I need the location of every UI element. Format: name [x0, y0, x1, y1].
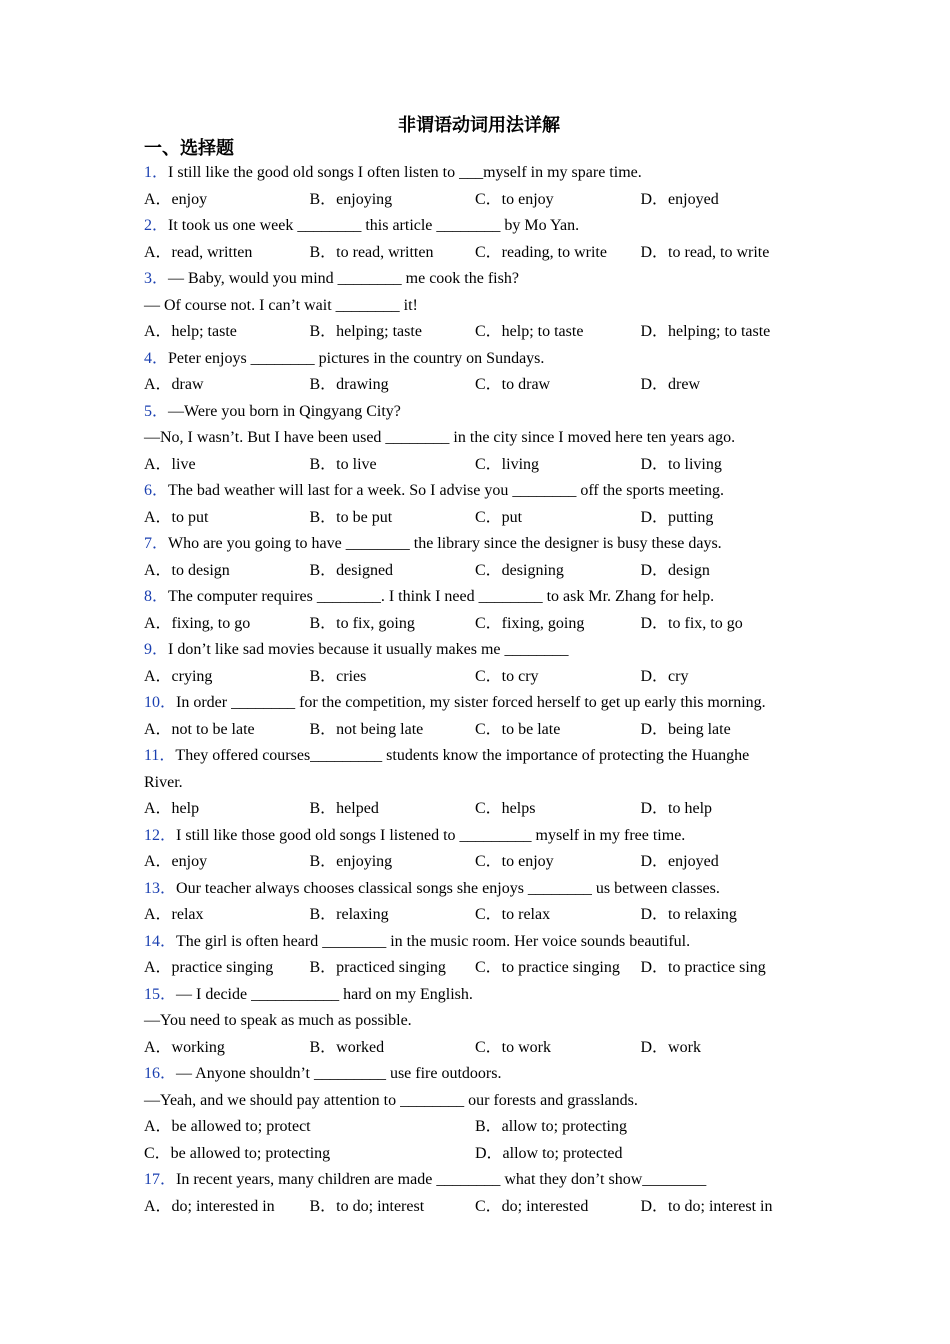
answer-option[interactable]: A．help; taste	[144, 323, 237, 340]
question-13	[144, 876, 814, 929]
answer-option[interactable]: B．helped	[309, 800, 379, 817]
question-number: 2．	[144, 217, 169, 234]
question-3	[144, 266, 814, 346]
question-number: 17．	[144, 1171, 177, 1188]
options-row	[144, 796, 814, 823]
answer-option[interactable]: A．draw	[144, 376, 204, 393]
answer-option[interactable]: C．to practice singing	[475, 959, 620, 976]
answer-option[interactable]: B．helping; taste	[309, 323, 422, 340]
question-number: 3．	[144, 270, 169, 287]
answer-option[interactable]: D．being late	[640, 720, 731, 738]
question-text: Our teacher always chooses classical songs she enjoys ________ us between classes.	[176, 879, 720, 897]
question-text: They offered courses_________ students know the importance of protecting the Huanghe	[175, 747, 750, 764]
question-number: 13．	[144, 879, 177, 897]
question-number: 7．	[144, 535, 169, 552]
question-15	[144, 982, 814, 1062]
question-number: 1．	[144, 164, 169, 181]
answer-option[interactable]: D．enjoyed	[640, 190, 719, 208]
question-11	[144, 743, 814, 823]
question-text: In order ________ for the competition, my sister forced herself to get up early this morning.	[176, 694, 766, 711]
question-text: Peter enjoys ________ pictures in the country on Sundays.	[168, 349, 545, 367]
answer-option[interactable]: B．cries	[309, 667, 367, 685]
question-number: 5．	[144, 402, 169, 420]
answer-option[interactable]: B．to read, written	[309, 243, 434, 261]
question-stem	[144, 876, 814, 903]
question-stem	[144, 982, 814, 1009]
question-17	[144, 1167, 814, 1220]
question-1	[144, 160, 814, 213]
question-text: Who are you going to have ________ the library since the designer is busy these days.	[168, 535, 722, 552]
answer-option[interactable]: D．to relaxing	[640, 906, 737, 923]
options-row	[144, 240, 814, 267]
question-number: 8．	[144, 588, 169, 605]
question-text: — Anyone shouldn’t _________ use fire outdoors.	[176, 1065, 502, 1082]
options-row	[144, 717, 814, 744]
answer-option[interactable]: D．to read, to write	[640, 243, 770, 261]
question-stem	[144, 1061, 814, 1088]
options-row	[144, 452, 814, 479]
answer-option[interactable]: C．fixing, going	[475, 614, 585, 632]
answer-option[interactable]: A．to put	[144, 508, 209, 526]
question-text: — Of course not. I can’t wait ________ it!	[144, 296, 418, 314]
question-7	[144, 531, 814, 584]
options-row	[144, 611, 814, 638]
question-stem	[144, 266, 814, 293]
section-heading: 一、选择题	[144, 138, 234, 159]
answer-option[interactable]: D．helping; to taste	[640, 323, 771, 340]
options-row	[144, 1194, 814, 1221]
answer-option[interactable]: D．to practice sing	[640, 959, 766, 976]
answer-option[interactable]: B．to live	[309, 455, 377, 473]
question-12	[144, 823, 814, 876]
document-page	[144, 112, 814, 1220]
question-stem	[144, 929, 814, 956]
question-text: The bad weather will last for a week. So I advise you ________ off the sports meeting.	[168, 482, 725, 499]
question-stem	[144, 1167, 814, 1194]
answer-option[interactable]: C．help; to taste	[475, 323, 584, 340]
question-number: 4．	[144, 349, 169, 367]
answer-option[interactable]: A．read, written	[144, 243, 253, 261]
answer-option[interactable]: A．crying	[144, 667, 213, 685]
question-text: I still like those good old songs I listened to _________ myself in my free time.	[176, 826, 686, 844]
answer-option[interactable]: C．to draw	[475, 376, 551, 393]
answer-option[interactable]: C．be allowed to; protecting	[144, 1144, 331, 1162]
answer-option[interactable]: D．design	[640, 561, 710, 579]
question-stem	[144, 478, 814, 505]
answer-option[interactable]: A．be allowed to; protect	[144, 1118, 311, 1135]
options-row	[144, 664, 814, 691]
question-list	[144, 160, 814, 1220]
answer-option[interactable]: B．practiced singing	[309, 959, 446, 976]
options-row	[144, 1114, 814, 1141]
page-title: 非谓语动词用法详解	[398, 115, 560, 136]
answer-option[interactable]: C．designing	[475, 561, 564, 579]
question-6	[144, 478, 814, 531]
answer-option[interactable]: C．to be late	[475, 720, 561, 738]
options-row	[144, 1035, 814, 1062]
answer-option[interactable]: A．practice singing	[144, 959, 274, 976]
question-stem-continued	[144, 1008, 814, 1035]
options-row	[144, 902, 814, 929]
question-stem-continued	[144, 293, 814, 320]
answer-option[interactable]: C．to enjoy	[475, 853, 554, 870]
answer-option[interactable]: D．cry	[640, 667, 689, 685]
answer-option[interactable]: C．to cry	[475, 667, 539, 685]
answer-option[interactable]: D．drew	[640, 376, 701, 393]
question-stem-continued	[144, 770, 814, 797]
options-row	[144, 849, 814, 876]
question-14	[144, 929, 814, 982]
question-text: I don’t like sad movies because it usually makes me ________	[168, 641, 569, 658]
answer-option[interactable]: A．do; interested in	[144, 1197, 275, 1215]
options-row	[144, 955, 814, 982]
answer-option[interactable]: B．not being late	[309, 720, 424, 738]
answer-option[interactable]: A．fixing, to go	[144, 614, 251, 632]
question-text: I still like the good old songs I often listen to ___myself in my spare time.	[168, 164, 642, 181]
question-16	[144, 1061, 814, 1167]
answer-option[interactable]: A．working	[144, 1038, 225, 1056]
answer-option[interactable]: D．putting	[640, 508, 714, 526]
question-stem	[144, 399, 814, 426]
question-text: —Were you born in Qingyang City?	[168, 402, 401, 420]
answer-option[interactable]: C．living	[475, 455, 540, 473]
answer-option[interactable]: D．work	[640, 1038, 701, 1056]
question-stem	[144, 637, 814, 664]
answer-option[interactable]: D．to living	[640, 455, 722, 473]
answer-option[interactable]: B．designed	[309, 561, 394, 579]
answer-option[interactable]: D．to fix, to go	[640, 614, 743, 632]
answer-option[interactable]: D．to do; interest in	[640, 1197, 773, 1215]
answer-option[interactable]: B．enjoying	[309, 190, 393, 208]
question-text: — Baby, would you mind ________ me cook the fish?	[168, 270, 519, 287]
question-9	[144, 637, 814, 690]
question-2	[144, 213, 814, 266]
answer-option[interactable]: B．enjoying	[309, 853, 393, 870]
question-4	[144, 346, 814, 399]
answer-option[interactable]: D．to help	[640, 800, 713, 817]
answer-option[interactable]: C．to work	[475, 1038, 552, 1056]
question-number: 9．	[144, 641, 169, 658]
answer-option[interactable]: B．to do; interest	[309, 1197, 425, 1215]
answer-option[interactable]: A．live	[144, 455, 196, 473]
question-stem	[144, 743, 814, 770]
question-8	[144, 584, 814, 637]
question-text: The computer requires ________. I think I need ________ to ask Mr. Zhang for help.	[168, 588, 715, 605]
answer-option[interactable]: D．enjoyed	[640, 853, 719, 870]
question-number: 10．	[144, 694, 177, 711]
question-10	[144, 690, 814, 743]
question-stem-continued	[144, 1088, 814, 1115]
answer-option[interactable]: C．helps	[475, 800, 536, 817]
answer-option[interactable]: A．enjoy	[144, 853, 208, 870]
question-stem	[144, 346, 814, 373]
answer-option[interactable]: B．drawing	[309, 376, 389, 393]
question-5	[144, 399, 814, 479]
question-number: 12．	[144, 826, 177, 844]
options-row	[144, 372, 814, 399]
question-text: —You need to speak as much as possible.	[144, 1012, 412, 1029]
answer-option[interactable]: A．to design	[144, 561, 230, 579]
question-text: —No, I wasn’t. But I have been used ________ in the city since I moved here ten years ago.	[144, 429, 736, 446]
question-text: — I decide ___________ hard on my English.	[176, 985, 473, 1003]
question-stem-continued	[144, 425, 814, 452]
question-number: 11．	[144, 747, 176, 764]
question-stem	[144, 213, 814, 240]
answer-option[interactable]: B．to fix, going	[309, 614, 415, 632]
question-stem	[144, 531, 814, 558]
question-stem	[144, 584, 814, 611]
options-row	[144, 187, 814, 214]
answer-option[interactable]: C．reading, to write	[475, 243, 607, 261]
question-number: 15．	[144, 985, 177, 1003]
answer-option[interactable]: B．relaxing	[309, 906, 389, 923]
answer-option[interactable]: A．help	[144, 800, 200, 817]
answer-option[interactable]: C．to enjoy	[475, 190, 554, 208]
answer-option[interactable]: A．not to be late	[144, 720, 255, 738]
answer-option[interactable]: A．enjoy	[144, 190, 208, 208]
question-text: It took us one week ________ this article ________ by Mo Yan.	[168, 217, 580, 234]
question-text: The girl is often heard ________ in the music room. Her voice sounds beautiful.	[176, 932, 691, 950]
options-row	[144, 558, 814, 585]
answer-option[interactable]: D．allow to; protected	[475, 1144, 623, 1162]
answer-option[interactable]: C．to relax	[475, 906, 551, 923]
question-number: 16．	[144, 1065, 177, 1082]
answer-option[interactable]: B．to be put	[309, 508, 393, 526]
question-stem	[144, 160, 814, 187]
question-stem	[144, 690, 814, 717]
options-row	[144, 319, 814, 346]
question-number: 6．	[144, 482, 169, 499]
question-stem	[144, 823, 814, 850]
answer-option[interactable]: C．do; interested	[475, 1197, 589, 1215]
options-row	[144, 505, 814, 532]
question-text: In recent years, many children are made ________ what they don’t show________	[176, 1171, 707, 1188]
answer-option[interactable]: B．worked	[309, 1038, 385, 1056]
question-text: River.	[144, 773, 183, 791]
answer-option[interactable]: A．relax	[144, 906, 204, 923]
options-row	[144, 1141, 814, 1168]
answer-option[interactable]: B．allow to; protecting	[475, 1118, 627, 1135]
question-text: —Yeah, and we should pay attention to ________ our forests and grasslands.	[144, 1091, 638, 1109]
answer-option[interactable]: C．put	[475, 508, 523, 526]
question-number: 14．	[144, 932, 177, 950]
